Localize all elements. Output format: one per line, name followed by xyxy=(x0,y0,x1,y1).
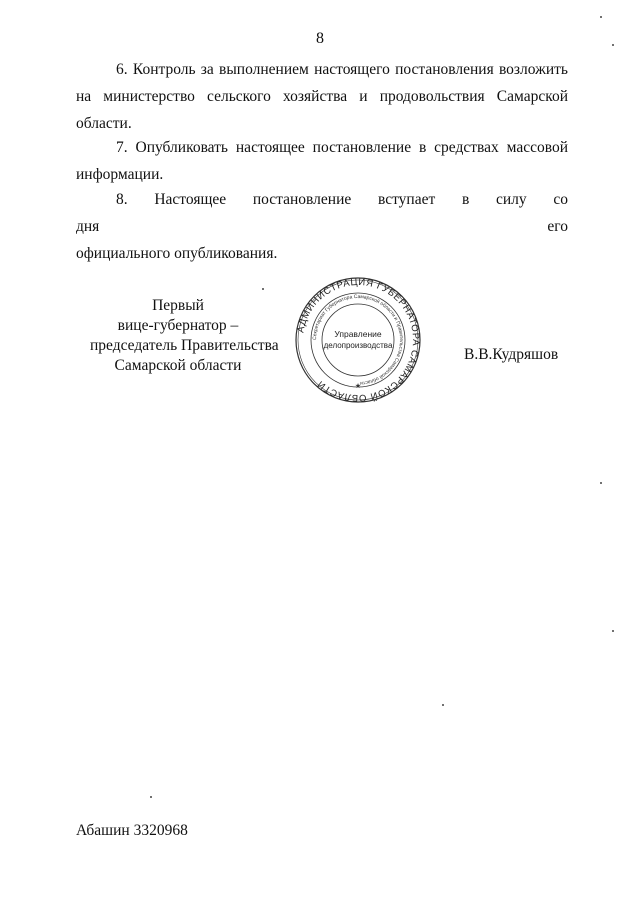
paragraph-8-line1: 8. Настоящее постановление вступает в силу со дня его xyxy=(76,191,568,235)
signatory-title-line: председатель Правительства xyxy=(90,337,279,354)
seal-center-line1: Управление xyxy=(334,329,382,339)
paragraph-7-line1: 7. Опубликовать настоящее постановление в средствах массовой xyxy=(116,139,568,156)
paragraph-8 xyxy=(76,186,568,267)
signatory-title-line: Первый xyxy=(152,297,204,314)
seal-outer-text: АДМИНИСТРАЦИЯ ГУБЕРНАТОРА САМАРСКОЙ ОБЛАСТИ xyxy=(295,276,422,404)
paragraph-6-line3: области. xyxy=(76,115,132,132)
official-seal xyxy=(294,276,422,404)
page-number: 8 xyxy=(316,30,324,47)
scan-speck xyxy=(612,44,614,46)
seal-inner-text: Секретариат Губернатора Самарской области и Правительства Самарской области xyxy=(311,293,405,386)
scan-speck xyxy=(442,704,444,706)
scan-speck xyxy=(612,630,614,632)
executor-info: Абашин 3320968 xyxy=(76,822,188,839)
scan-speck xyxy=(150,796,152,798)
svg-text:Секретариат Губернатора Самарс xyxy=(312,294,404,386)
paragraph-8-line2: официального опубликования. xyxy=(76,245,278,262)
signatory-title-line: вице-губернатор – xyxy=(117,317,239,334)
scan-speck xyxy=(600,16,602,18)
scan-speck xyxy=(600,482,602,484)
signatory-title xyxy=(90,296,279,376)
signer-name: В.В.Кудряшов xyxy=(464,346,559,363)
paragraph-6-line1: 6. Контроль за выполнением настоящего постановления возложить xyxy=(116,61,568,78)
paragraph-7-line2: информации. xyxy=(76,166,164,183)
paragraph-7 xyxy=(76,134,568,188)
paragraph-6 xyxy=(76,56,568,137)
signatory-title-line: Самарской области xyxy=(114,357,242,374)
seal-star-icon: ★ xyxy=(354,383,362,390)
scan-speck xyxy=(262,288,264,290)
seal-center-line2: делопроизводства xyxy=(323,341,393,350)
paragraph-6-line2: на министерство сельского хозяйства и продовольствия Самарской xyxy=(76,88,568,105)
